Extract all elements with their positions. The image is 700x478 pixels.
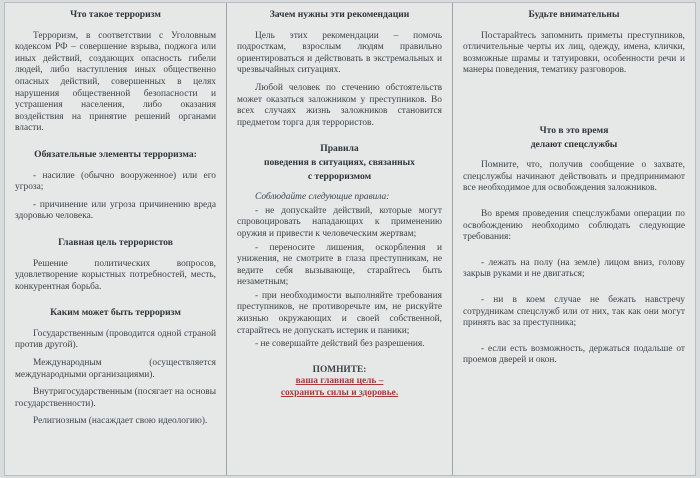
- heading-be-attentive: Будьте внимательны: [528, 9, 620, 20]
- poster-sheet: [4, 2, 696, 476]
- requirement-item: - если есть возможность, держаться подальше от проемов дверей и окон.: [463, 343, 685, 366]
- requirement-item: - ни в коем случае не бежать навстречу сотрудникам спецслужб или от них, так как они могут принять вас за преступника;: [463, 294, 685, 329]
- type-item: Государственным (проводится одной страной против другой).: [15, 328, 216, 351]
- element-item: - насилие (обычно вооруженное) или его угроза;: [15, 170, 216, 193]
- type-item: Религиозным (насаждает свою идеологию).: [33, 416, 208, 427]
- definition-text: Терроризм, в соответствии с Уголовным кодексом РФ – совершение взрыва, поджога или иных действий, создающих опасность гибели людей, либо наступления иных общественно опасных действий, совершенных в целях нарушения общественной безопасности и устрашения населения, либо оказания воздействия на принятие решений органами власти.: [15, 30, 216, 134]
- heading-rules-line3: с терроризмом: [307, 170, 372, 182]
- column-what-is-terrorism: [5, 3, 227, 475]
- requirement-item: - лежать на полу (на земле) лицом вниз, голову закрыв руками и не двигаться;: [463, 257, 685, 280]
- main-goal-line1: ваша главная цель –: [295, 376, 384, 387]
- column-be-attentive: [453, 3, 695, 475]
- column-recommendations: [227, 3, 453, 475]
- heading-main-goal: Главная цель террористов: [58, 236, 173, 248]
- type-item: Международным (осуществляется международными организациями).: [15, 358, 216, 380]
- operation-requirements-text: Во время проведения спецслужбами операции по освобождению необходимо соблюдать следующие требования:: [463, 208, 685, 243]
- rules-lead: Соблюдайте следующие правила:: [255, 192, 390, 203]
- heading-types: Каким может быть терроризм: [50, 307, 181, 319]
- heading-special-services: Что в это время: [539, 124, 609, 136]
- heading-what-is-terrorism: Что такое терроризм: [70, 9, 161, 20]
- rule-item: - не допускайте действий, которые могут спровоцировать нападающих к применению оружия и привести к человеческим жертвам;: [237, 205, 442, 239]
- main-goal-line2: сохранить силы и здоровье.: [280, 388, 399, 399]
- heading-why-recommendations: Зачем нужны эти рекомендации: [269, 9, 410, 20]
- heading-elements: Обязательные элементы терроризма:: [34, 148, 197, 160]
- rule-item: - переносите лишения, оскорбления и унижения, не смотрите в глаза преступникам, не ведите себя вызывающе, старайтесь быть незаметным;: [237, 242, 442, 288]
- remember-signs-text: Постарайтесь запомнить приметы преступников, отличительные черты их лиц, одежду, имена, клички, возможные шрамы и татуировки, особенности речи и манеры поведения, тематику разговоров.: [463, 30, 685, 76]
- rule-item: - при необходимости выполняйте требования преступников, не противоречьте им, не рискуйте жизнью окружающих и своей собственной, старайтесь не допускать истерик и паники;: [237, 290, 442, 336]
- heading-special-services-line2: делают спецслужбы: [530, 138, 618, 150]
- type-item: Внутригосударственным (посягает на основы государственности).: [15, 387, 216, 409]
- rule-item: - не совершайте действий без разрешения.: [255, 339, 425, 350]
- heading-rules-line2: поведения в ситуациях, связанных: [264, 156, 415, 168]
- services-act-text: Помните, что, получив сообщение о захвате, спецслужбы начинают действовать и предпринимают все необходимое для освобождения заложников.: [463, 160, 685, 194]
- hostage-text: Любой человек по стечению обстоятельств может оказаться заложником у преступников. Во всех случаях жизнь заложников становится предметом торга для террористов.: [237, 82, 442, 128]
- purpose-text: Цель этих рекомендации – помочь подросткам, взрослым людям правильно ориентироваться и действовать в экстремальных и чрезвычайных ситуациях.: [237, 30, 442, 76]
- main-goal-text: Решение политических вопросов, удовлетворение корыстных потребностей, месть, конкурентная борьба.: [15, 258, 216, 292]
- heading-rules: Правила: [320, 143, 359, 155]
- element-item: - причинение или угроза причинению вреда здоровью человека.: [15, 199, 216, 222]
- remember-label: ПОМНИТЕ:: [312, 364, 367, 375]
